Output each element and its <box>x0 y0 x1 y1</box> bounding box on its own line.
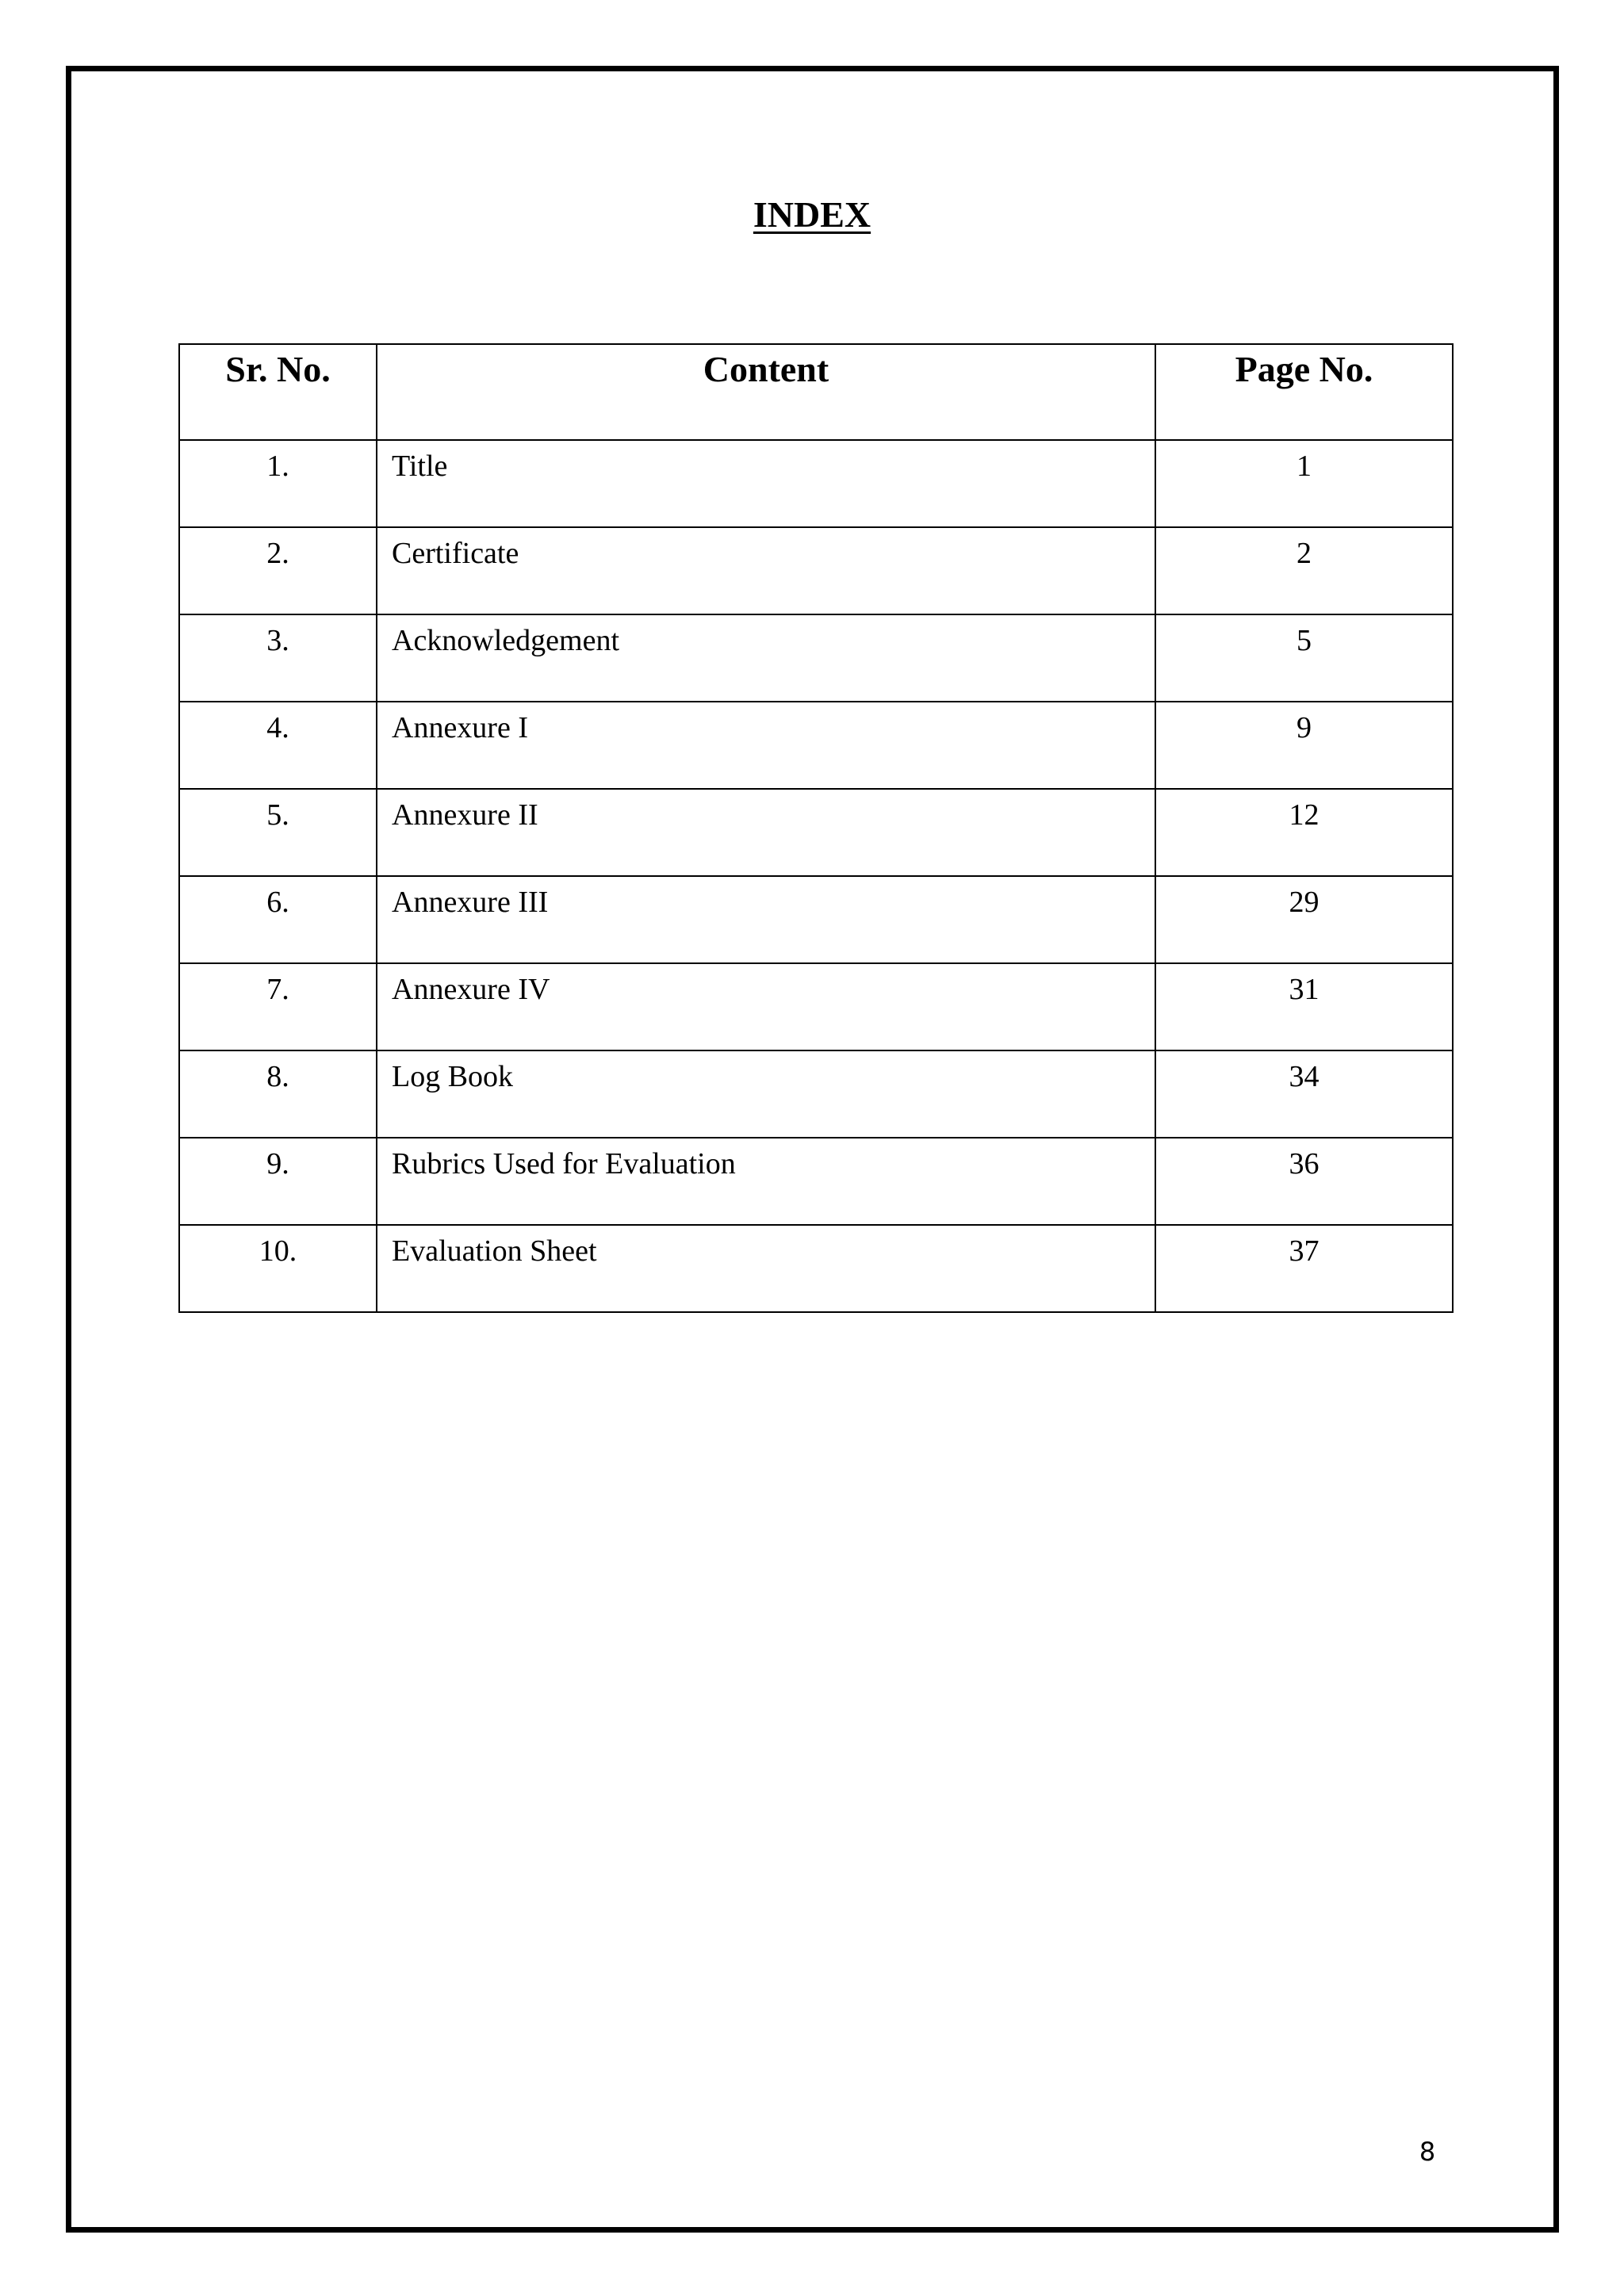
row-sr-no: 3. <box>179 614 377 702</box>
row-content: Acknowledgement <box>377 614 1155 702</box>
row-content: Evaluation Sheet <box>377 1225 1155 1312</box>
row-sr-no: 6. <box>179 876 377 963</box>
row-page-no: 1 <box>1155 440 1453 527</box>
row-page-no: 37 <box>1155 1225 1453 1312</box>
row-page-no: 9 <box>1155 702 1453 789</box>
row-sr-no: 1. <box>179 440 377 527</box>
table-row <box>179 1050 1453 1138</box>
row-sr-no: 8. <box>179 1050 377 1138</box>
page-number: 8 <box>1419 2137 1436 2167</box>
page-title: INDEX <box>753 194 871 235</box>
row-sr-no: 7. <box>179 963 377 1050</box>
table-row <box>179 876 1453 963</box>
table-row <box>179 440 1453 527</box>
table-row <box>179 527 1453 614</box>
row-page-no: 29 <box>1155 876 1453 963</box>
table-row <box>179 702 1453 789</box>
row-page-no: 2 <box>1155 527 1453 614</box>
table-row <box>179 1138 1453 1225</box>
table-header-row <box>179 344 1453 440</box>
row-content: Title <box>377 440 1155 527</box>
row-content: Rubrics Used for Evaluation <box>377 1138 1155 1225</box>
row-content: Annexure IV <box>377 963 1155 1050</box>
row-page-no: 36 <box>1155 1138 1453 1225</box>
header-page-no: Page No. <box>1155 344 1453 440</box>
header-content: Content <box>377 344 1155 440</box>
row-content: Certificate <box>377 527 1155 614</box>
header-sr-no: Sr. No. <box>179 344 377 440</box>
index-table <box>178 343 1454 1313</box>
table-row <box>179 789 1453 876</box>
row-content: Annexure III <box>377 876 1155 963</box>
table-row <box>179 614 1453 702</box>
row-page-no: 12 <box>1155 789 1453 876</box>
row-sr-no: 10. <box>179 1225 377 1312</box>
row-sr-no: 9. <box>179 1138 377 1225</box>
row-page-no: 5 <box>1155 614 1453 702</box>
table-row <box>179 963 1453 1050</box>
row-page-no: 34 <box>1155 1050 1453 1138</box>
row-content: Annexure II <box>377 789 1155 876</box>
row-sr-no: 2. <box>179 527 377 614</box>
table-row <box>179 1225 1453 1312</box>
row-page-no: 31 <box>1155 963 1453 1050</box>
row-sr-no: 4. <box>179 702 377 789</box>
row-content: Annexure I <box>377 702 1155 789</box>
row-content: Log Book <box>377 1050 1155 1138</box>
row-sr-no: 5. <box>179 789 377 876</box>
